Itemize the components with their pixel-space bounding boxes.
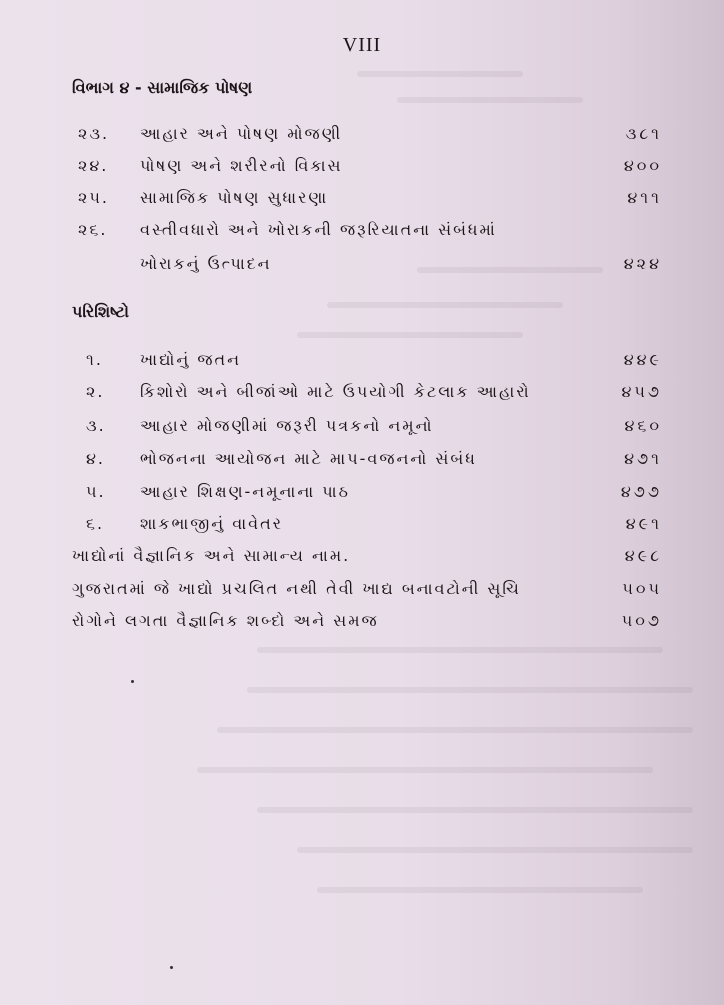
toc-entry-continuation [72,254,662,282]
entry-page: ૫૦૫ [622,579,662,598]
toc-entry[interactable] [72,449,662,477]
entry-number: ૪. [86,449,106,468]
entry-page: ૫૦૭ [621,611,662,630]
entry-number: ૨. [86,382,105,401]
entry-number: ૧. [86,350,103,369]
entry-title: આહાર શિક્ષણ-નમૂનાના પાઠ [140,482,350,501]
entry-title: આહાર મોજણીમાં જરૂરી પત્રકનો નમૂનો [140,416,434,435]
entry-title: ખાદ્યોનાં વૈજ્ઞાનિક અને સામાન્ય નામ. [72,546,351,565]
entry-title: આહાર અને પોષણ મોજણી [140,124,343,143]
entry-page: ૪૨૪ [623,254,662,273]
entry-number: ૨૬. [78,220,108,239]
entry-title: શાકભાજીનું વાવેતર [140,514,283,533]
entry-title: પોષણ અને શરીરનો વિકાસ [140,156,343,175]
toc-entry[interactable] [72,579,662,607]
entry-title: ખાદ્યોનું જતન [140,350,242,369]
entry-title: કિશોરો અને બીજાંઓ માટે ઉપયોગી કેટલાક આહારો [140,382,531,401]
entry-page: ૪૬૦ [624,416,662,435]
entry-page: ૪૫૭ [621,382,662,401]
toc-entry[interactable] [72,124,662,152]
page-header: VIII [342,34,382,56]
entry-title: સામાજિક પોષણ સુધારણા [140,188,329,207]
entry-title-continued: ખોરાકનું ઉત્પાદન [140,254,272,273]
section-4-title: વિભાગ ૪ - સામાજિક પોષણ [72,78,253,97]
entry-page: ૪૯૮ [624,546,662,565]
toc-entry[interactable] [72,220,662,248]
entry-number: ૫. [86,482,106,501]
entry-title: રોગોને લગતા વૈજ્ઞાનિક શબ્દો અને સમજ [72,611,379,630]
entry-page: ૪૯૧ [625,514,662,533]
appendix-title: પરિશિષ્ટો [72,302,129,321]
paper-speck [131,680,134,683]
entry-page: ૩૮૧ [625,124,662,143]
entry-page: ૪૭૭ [620,482,662,501]
toc-entry[interactable] [72,546,662,574]
toc-entry[interactable] [72,611,662,639]
entry-title: ભોજનના આયોજન માટે માપ-વજનનો સંબંધ [140,449,477,468]
paper-speck [170,966,173,969]
entry-number: ૩. [86,416,106,435]
toc-entry[interactable] [72,350,662,378]
toc-entry[interactable] [72,514,662,542]
entry-number: ૨૫. [78,188,109,207]
entry-title: વસ્તીવધારો અને ખોરાકની જરૂરિયાતના સંબંધમાં [140,220,497,239]
toc-entry[interactable] [72,188,662,216]
entry-number: ૬. [86,514,105,533]
entry-page: ૪૪૯ [623,350,662,369]
entry-number: ૨૪. [78,156,109,175]
entry-number: ૨૩. [78,124,110,143]
toc-entry[interactable] [72,156,662,184]
entry-title: ગુજરાતમાં જે ખાદ્યો પ્રચલિત નથી તેવી ખાદ્ય બનાવટોની સૂચિ [72,579,521,598]
toc-entry[interactable] [72,382,662,410]
toc-entry[interactable] [72,416,662,444]
entry-page: ૪૧૧ [627,188,662,207]
toc-entry[interactable] [72,482,662,510]
entry-page: ૪૦૦ [623,156,662,175]
entry-page: ૪૭૧ [624,449,662,468]
